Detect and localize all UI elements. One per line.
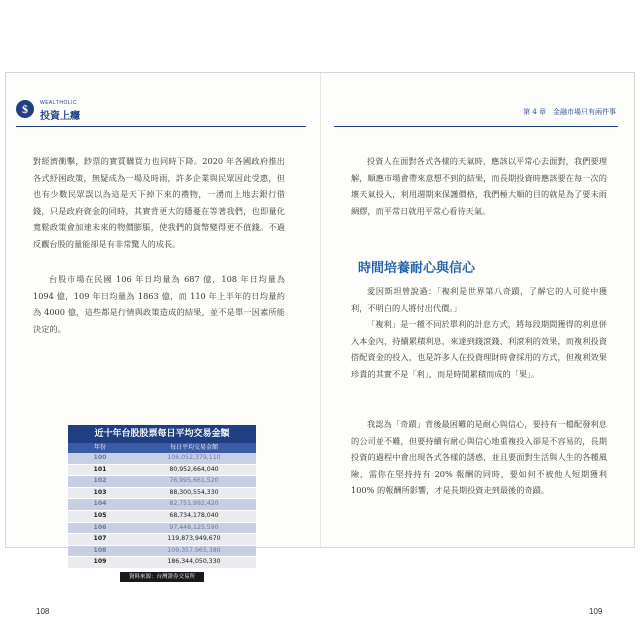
table-row bbox=[68, 465, 256, 477]
table-header bbox=[68, 443, 256, 453]
cell-year: 101 bbox=[93, 465, 107, 473]
cell-year: 107 bbox=[93, 535, 107, 543]
section-heading: 時間培養耐心與信心 bbox=[358, 261, 476, 276]
book-title: 投資上癮 bbox=[40, 111, 80, 122]
cell-amount: 97,448,125,590 bbox=[169, 523, 219, 531]
table-source: 資料來源：台灣證券交易所 bbox=[120, 572, 204, 582]
right-paragraph-4: 我認為「奇蹟」背後最困難的是耐心與信心，要持有一檔配發利息的公司並不難，但要持續有耐心與信心地重複投入卻是不容易的，長期投資的過程中會出現各式各樣的誘惑，並且要面對生活與人生的各種風險，需你在堅持持有 20% 報酬的同時，要如何不被他人短期獲利 100% 的報酬所影響，才是長期投資走到最後的奇蹟。 bbox=[351, 419, 607, 495]
right-paragraph-3: 「複利」是一種不同於單利的計息方式，將每段期間獲得的利息併入本金內，持續累積利息，來達到錢滾錢、利滾利的效果，而複利投資搭配資金的投入，也是許多人在投資理財時會採用的方式，但複利效果珍貴的其實不是「利」，而是時間累積而成的「果」。 bbox=[351, 319, 607, 379]
right-paragraph-2: 愛因斯坦曾說過：「複利是世界第八奇蹟，了解它的人可從中獲利，不明白的人將付出代價。」 bbox=[351, 286, 607, 313]
chapter-title: 第 4 章 金融市場只有兩件事 bbox=[523, 108, 616, 116]
cell-year: 104 bbox=[93, 500, 107, 508]
right-paragraph-1: 投資人在面對各式各樣的天氣時，應該以平常心去面對，我們要理解，順應市場會帶來意想不到的結果，而長期投資時應該要在每一次的壞天氣投入，利用週期來保護價格，我們極大順的目的就是為了要未雨綢繆，而平常日就用平常心看待天氣。 bbox=[351, 156, 607, 216]
table-row bbox=[68, 476, 256, 488]
cell-amount: 76,995,661,520 bbox=[169, 477, 219, 485]
cell-year: 106 bbox=[93, 523, 107, 531]
table-row bbox=[68, 523, 256, 535]
header-amount: 每日平均交易金額 bbox=[169, 444, 218, 451]
table-row bbox=[68, 546, 256, 558]
trading-volume-table bbox=[68, 425, 256, 582]
cell-year: 100 bbox=[93, 454, 107, 461]
left-paragraph-2: 台股市場在民國 106 年日均量為 687 億，108 年日均量為 1094 億，109 年日均量為 1863 億，而 110 年上半年的日均量約為 4000 億，這些都是行情與政策造成的結果，並不是單一因素所能決定的。 bbox=[33, 274, 285, 334]
cell-amount: 80,952,664,040 bbox=[169, 465, 219, 473]
cell-year: 103 bbox=[93, 488, 107, 496]
cell-amount: 82,751,992,420 bbox=[169, 500, 219, 508]
page-number-right: 109 bbox=[589, 607, 603, 616]
brand-english: WEALTHOLIC bbox=[40, 100, 78, 106]
page-number-left: 108 bbox=[36, 607, 50, 616]
cell-year: 102 bbox=[93, 477, 107, 485]
header-rule-right bbox=[334, 126, 618, 127]
table-row bbox=[68, 534, 256, 546]
cell-amount: 88,300,554,330 bbox=[169, 488, 219, 496]
cell-amount: 186,344,050,330 bbox=[167, 558, 221, 566]
cell-amount: 109,357,965,380 bbox=[167, 546, 221, 554]
table-row bbox=[68, 499, 256, 511]
header-year: 年份 bbox=[93, 444, 106, 451]
table-row bbox=[68, 453, 256, 465]
table-row bbox=[68, 488, 256, 500]
cell-amount: 106,052,379,110 bbox=[167, 454, 221, 461]
cell-amount: 119,873,949,670 bbox=[167, 535, 221, 543]
cell-year: 105 bbox=[93, 511, 107, 519]
cell-year: 109 bbox=[93, 558, 107, 566]
table-body bbox=[68, 453, 256, 569]
header-rule-left bbox=[16, 126, 306, 127]
table-row bbox=[68, 511, 256, 523]
page-header bbox=[6, 73, 634, 129]
table-row bbox=[68, 557, 256, 569]
book-spine bbox=[320, 73, 321, 547]
cell-year: 108 bbox=[93, 546, 107, 554]
left-paragraph-1: 對經濟衝擊，鈔票的實質購買力也同時下降。2020 年各國政府推出各式紓困政策，無疑成為一場及時雨，許多企業與民眾因此受惠，但也有少數民眾誤以為這是天下掉下來的禮物，一湧而上地去銀行借錢，只是政府資金的同時，其實背更大的隱憂在等著我們，也即量化寬鬆政策會加速未來的物價膨脹，使我們的貨幣變得更不值錢。不過反觀台股的量能卻是有非常驚人的成長。 bbox=[33, 156, 285, 249]
table-title: 近十年台股股票每日平均交易金額 bbox=[68, 425, 256, 443]
cell-amount: 68,734,178,040 bbox=[169, 511, 219, 519]
dollar-logo-icon: $ bbox=[16, 100, 34, 118]
book-spread bbox=[5, 72, 635, 616]
